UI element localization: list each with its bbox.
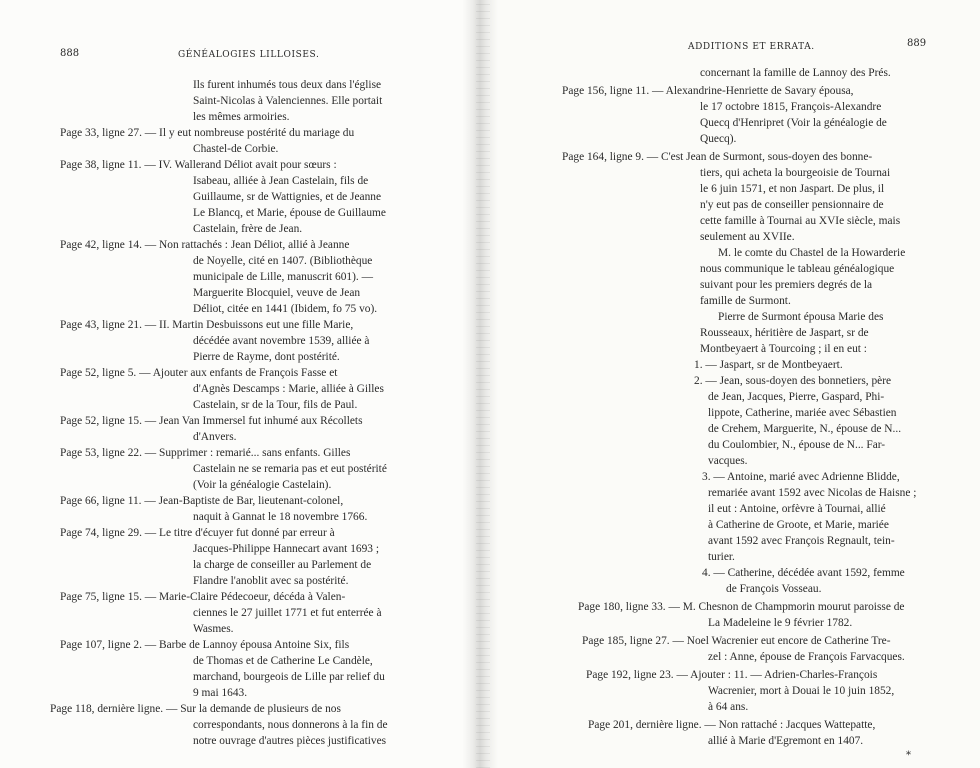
- text-line: Page 33, ligne 27. — Il y eut nombreuse postérité du mariage du: [60, 127, 355, 139]
- text-line: Page 52, ligne 5. — Ajouter aux enfants de François Fasse et: [60, 367, 338, 379]
- text-line: Page 180, ligne 33. — M. Chesnon de Champmorin mourut paroisse de: [578, 601, 905, 613]
- left-running-head: GÉNÉALOGIES LILLOISES.: [178, 50, 320, 60]
- text-line: Page 156, ligne 11. — Alexandrine-Henriette de Savary épousa,: [562, 85, 854, 97]
- text-line: Quecq).: [700, 133, 737, 145]
- text-line: Castelain, frère de Jean.: [193, 223, 303, 235]
- text-line: d'Anvers.: [193, 431, 237, 443]
- text-line: Montbeyaert à Tourcoing ; il en eut :: [700, 343, 867, 355]
- text-line: Flandre l'anoblit avec sa postérité.: [193, 575, 349, 587]
- text-line: Page 43, ligne 21. — II. Martin Desbuissons eut une fille Marie,: [60, 319, 354, 331]
- text-line: Page 66, ligne 11. — Jean-Baptiste de Bar, lieutenant-colonel,: [60, 495, 344, 507]
- text-line: Wacrenier, mort à Douai le 10 juin 1852,: [708, 685, 895, 697]
- text-line: du Coulombier, N., épouse de N... Far-: [708, 439, 886, 451]
- text-line: concernant la famille de Lannoy des Prés.: [700, 67, 891, 79]
- text-line: Page 38, ligne 11. — IV. Wallerand Déliot avait pour sœurs :: [60, 159, 337, 171]
- text-line: il eut : Antoine, orfèvre à Tournai, allié: [708, 503, 886, 515]
- text-line: décédée avant novembre 1539, alliée à: [193, 335, 370, 347]
- book-gutter-texture: [476, 0, 490, 768]
- text-line: à Catherine de Groote, et Marie, mariée: [708, 519, 889, 531]
- text-line: suivant pour les premiers degrés de la: [700, 279, 873, 291]
- text-line: Page 185, ligne 27. — Noel Wacrenier eut encore de Catherine Tre-: [582, 635, 891, 647]
- text-line: 3. — Antoine, marié avec Adrienne Blidde,: [702, 471, 900, 483]
- text-line: Wasmes.: [193, 623, 234, 635]
- text-line: le 17 octobre 1815, François-Alexandre: [700, 101, 882, 113]
- text-line: tiers, qui acheta la bourgeoisie de Tournai: [700, 167, 891, 179]
- text-line: 1. — Jaspart, sr de Montbeyaert.: [694, 359, 843, 371]
- left-page: [0, 0, 470, 768]
- text-line: Pierre de Rayme, dont postérité.: [193, 351, 340, 363]
- text-line: Castelain, sr de la Tour, fils de Paul.: [193, 399, 358, 411]
- text-line: Le Blancq, et Marie, épouse de Guillaume: [193, 207, 386, 219]
- text-line: 9 mai 1643.: [193, 687, 248, 699]
- text-line: Pierre de Surmont épousa Marie des: [718, 311, 884, 323]
- text-line: Jacques-Philippe Hannecart avant 1693 ;: [193, 543, 379, 555]
- text-line: seulement au XVIIe.: [700, 231, 795, 243]
- text-line: Chastel-de Corbie.: [193, 143, 279, 155]
- text-line: Page 74, ligne 29. — Le titre d'écuyer fut donné par erreur à: [60, 527, 335, 539]
- text-line: vacques.: [708, 455, 748, 467]
- right-page: [470, 0, 980, 768]
- text-line: de Noyelle, cité en 1407. (Bibliothèque: [193, 255, 373, 267]
- text-line: naquit à Gannat le 18 novembre 1766.: [193, 511, 368, 523]
- text-line: Saint-Nicolas à Valenciennes. Elle portait: [193, 95, 383, 107]
- text-line: Quecq d'Henripret (Voir la généalogie de: [700, 117, 887, 129]
- text-line: famille de Surmont.: [700, 295, 791, 307]
- text-line: ciennes le 27 juillet 1771 et fut enterrée à: [193, 607, 382, 619]
- text-line: municipale de Lille, manuscrit 601). —: [193, 271, 373, 283]
- text-line: zel : Anne, épouse de François Farvacques.: [708, 651, 905, 663]
- text-line: 2. — Jean, sous-doyen des bonnetiers, père: [694, 375, 892, 387]
- text-line: Déliot, citée en 1441 (Ibidem, fo 75 vo).: [193, 303, 378, 315]
- text-line: Castelain ne se remaria pas et eut postérité: [193, 463, 387, 475]
- text-line: de Thomas et de Catherine Le Candèle,: [193, 655, 373, 667]
- text-line: Page 107, ligne 2. — Barbe de Lannoy épousa Antoine Six, fils: [60, 639, 350, 651]
- text-line: de Crehem, Marguerite, N., épouse de N...: [708, 423, 902, 435]
- text-line: 4. — Catherine, décédée avant 1592, femme: [702, 567, 905, 579]
- text-line: remariée avant 1592 avec Nicolas de Haisne ;: [708, 487, 917, 499]
- text-line: le 6 juin 1571, et non Jaspart. De plus, il: [700, 183, 885, 195]
- text-line: Ils furent inhumés tous deux dans l'église: [193, 79, 382, 91]
- right-running-head: ADDITIONS ET ERRATA.: [688, 42, 815, 52]
- text-line: allié à Marie d'Egremont en 1407.: [708, 735, 864, 747]
- text-line: Page 53, ligne 22. — Supprimer : remarié... sans enfants. Gilles: [60, 447, 351, 459]
- text-line: les mêmes armoiries.: [193, 111, 290, 123]
- text-line: de Jean, Jacques, Pierre, Gaspard, Phi-: [708, 391, 885, 403]
- text-line: Page 75, ligne 15. — Marie-Claire Pédecoeur, décéda à Valen-: [60, 591, 346, 603]
- text-line: correspondants, nous donnerons à la fin de: [193, 719, 388, 731]
- text-line: turier.: [708, 551, 735, 563]
- text-line: Page 118, dernière ligne. — Sur la demande de plusieurs de nos: [50, 703, 341, 715]
- text-line: Rousseaux, héritière de Jaspart, sr de: [700, 327, 869, 339]
- text-line: Isabeau, alliée à Jean Castelain, fils de: [193, 175, 369, 187]
- text-line: Marguerite Blocquiel, veuve de Jean: [193, 287, 361, 299]
- left-page-number: 888: [60, 48, 80, 59]
- text-line: Page 201, dernière ligne. — Non rattaché : Jacques Wattepatte,: [588, 719, 876, 731]
- text-line: cette famille à Tournai au XVIe siècle, mais: [700, 215, 901, 227]
- text-line: à 64 ans.: [708, 701, 749, 713]
- right-page-number: 889: [907, 38, 927, 49]
- text-line: n'y eut pas de conseiller pensionnaire de: [700, 199, 884, 211]
- text-line: Page 42, ligne 14. — Non rattachés : Jean Déliot, allié à Jeanne: [60, 239, 350, 251]
- text-line: Page 52, ligne 15. — Jean Van Immersel fut inhumé aux Récollets: [60, 415, 363, 427]
- text-line: notre ouvrage d'autres pièces justificatives: [193, 735, 387, 747]
- text-line: marchand, bourgeois de Lille par relief du: [193, 671, 385, 683]
- text-line: de François Vosseau.: [726, 583, 822, 595]
- text-line: Page 164, ligne 9. — C'est Jean de Surmont, sous-doyen des bonne-: [562, 151, 873, 163]
- text-line: M. le comte du Chastel de la Howarderie: [718, 247, 906, 259]
- footnote-asterisk: *: [906, 750, 911, 761]
- text-line: Guillaume, sr de Wattignies, et de Jeanne: [193, 191, 382, 203]
- text-line: lippote, Catherine, mariée avec Sébastien: [708, 407, 897, 419]
- text-line: (Voir la généalogie Castelain).: [193, 479, 332, 491]
- text-line: d'Agnès Descamps : Marie, alliée à Gilles: [193, 383, 384, 395]
- text-line: Page 192, ligne 23. — Ajouter : 11. — Adrien-Charles-François: [586, 669, 878, 681]
- text-line: avant 1592 avec François Regnault, tein-: [708, 535, 895, 547]
- text-line: la charge de conseiller au Parlement de: [193, 559, 372, 571]
- text-line: La Madeleine le 9 février 1782.: [708, 617, 853, 629]
- text-line: nous communique le tableau généalogique: [700, 263, 895, 275]
